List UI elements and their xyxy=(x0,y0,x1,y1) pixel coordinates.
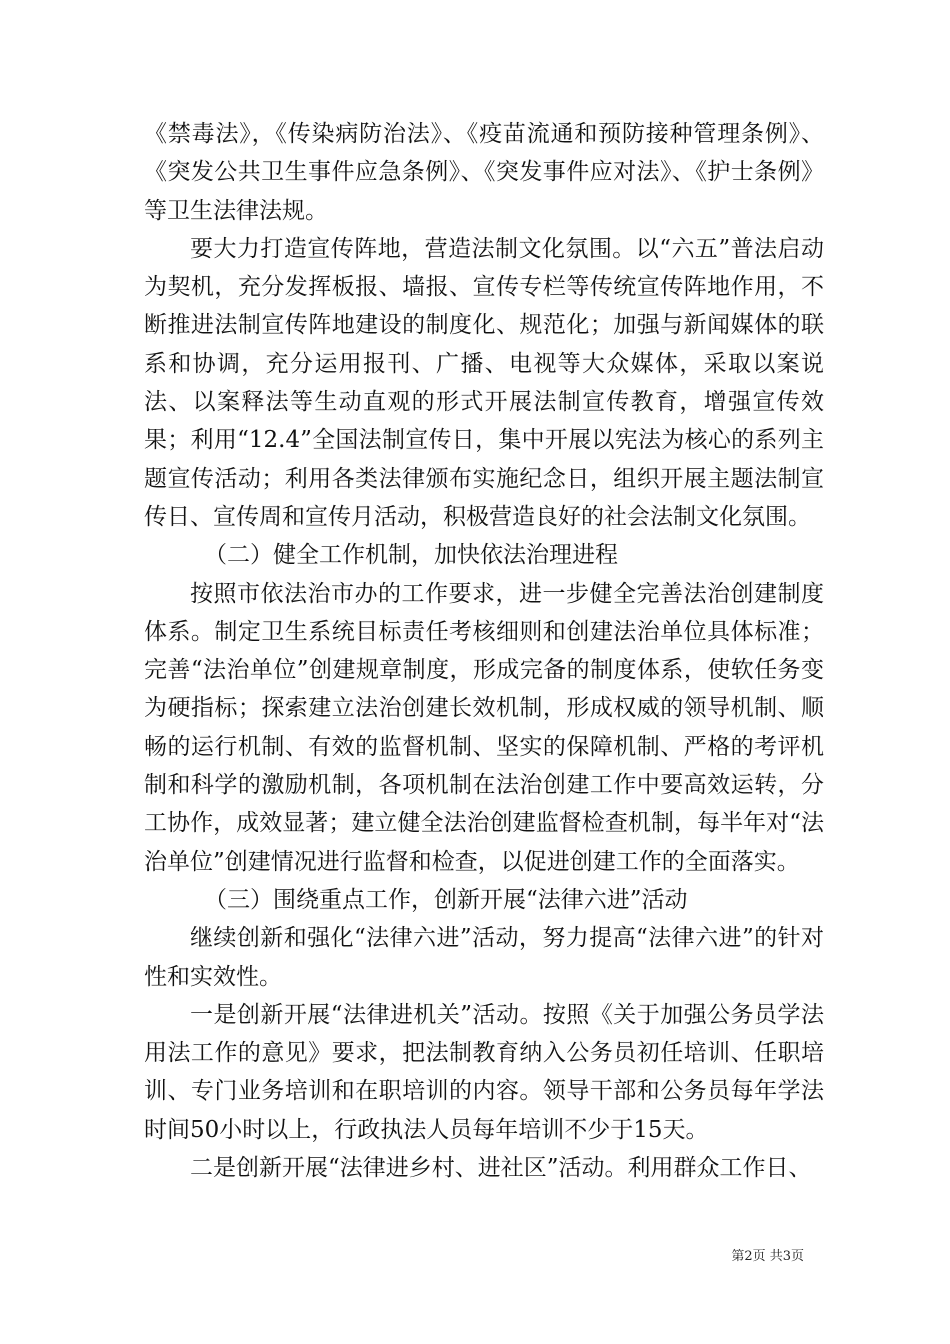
paragraph-continuation: 《禁毒法》，《传染病防治法》、《疫苗流通和预防接种管理条例》、《突发公共卫生事件应急条例》、《突发事件应对法》、《护士条例》等卫生法律法规。 xyxy=(144,121,824,224)
page-number: 第2页 共3页 xyxy=(731,1249,804,1264)
paragraph-work-mechanism: 按照市依法治市办的工作要求，进一步健全完善法治创建制度体系。制定卫生系统目标责任考核细则和创建法治单位具体标准；完善“法治单位”创建规章制度，形成完备的制度体系，使软任务变为硬指标；探索建立法治创建长效机制，形成权威的领导机制、顺畅的运行机制、有效的监督机制、坚实的保障机制、严格的考评机制和科学的激励机制，各项机制在法治创建工作中要高效运转，分工协作，成效显著；建立健全法治创建监督检查机制，每半年对“法治单位”创建情况进行监督和检查，以促进创建工作的全面落实。 xyxy=(144,580,824,875)
paragraph-law-into-agencies: 一是创新开展“法律进机关”活动。按照《关于加强公务员学法用法工作的意见》要求，把法制教育纳入公务员初任培训、任职培训、专门业务培训和在职培训的内容。领导干部和公务员每年学法时间50小时以上，行政执法人员每年培训不少于15天。 xyxy=(144,1001,824,1143)
paragraph-six-entries: 继续创新和强化“法律六进”活动，努力提高“法律六进”的针对性和实效性。 xyxy=(144,925,824,990)
document-body xyxy=(144,115,824,1187)
paragraph-law-into-villages: 二是创新开展“法律进乡村、进社区”活动。利用群众工作日、 xyxy=(190,1155,812,1182)
paragraph-propaganda-front: 要大力打造宣传阵地，营造法制文化氛围。以“六五”普法启动为契机，充分发挥板报、墙报、宣传专栏等传统宣传阵地作用，不断推进法制宣传阵地建设的制度化、规范化；加强与新闻媒体的联系和协调，充分运用报刊、广播、电视等大众媒体，采取以案说法、以案释法等生动直观的形式开展法制宣传教育，增强宣传效果；利用“12.4”全国法制宣传日，集中开展以宪法为核心的系列主题宣传活动；利用各类法律颁布实施纪念日，组织开展主题法制宣传日、宣传周和宣传月活动，积极营造良好的社会法制文化氛围。 xyxy=(144,235,824,530)
section-heading-3: （三）围绕重点工作，创新开展“法律六进”活动 xyxy=(204,886,688,913)
section-heading-2: （二）健全工作机制，加快依法治理进程 xyxy=(204,542,618,569)
